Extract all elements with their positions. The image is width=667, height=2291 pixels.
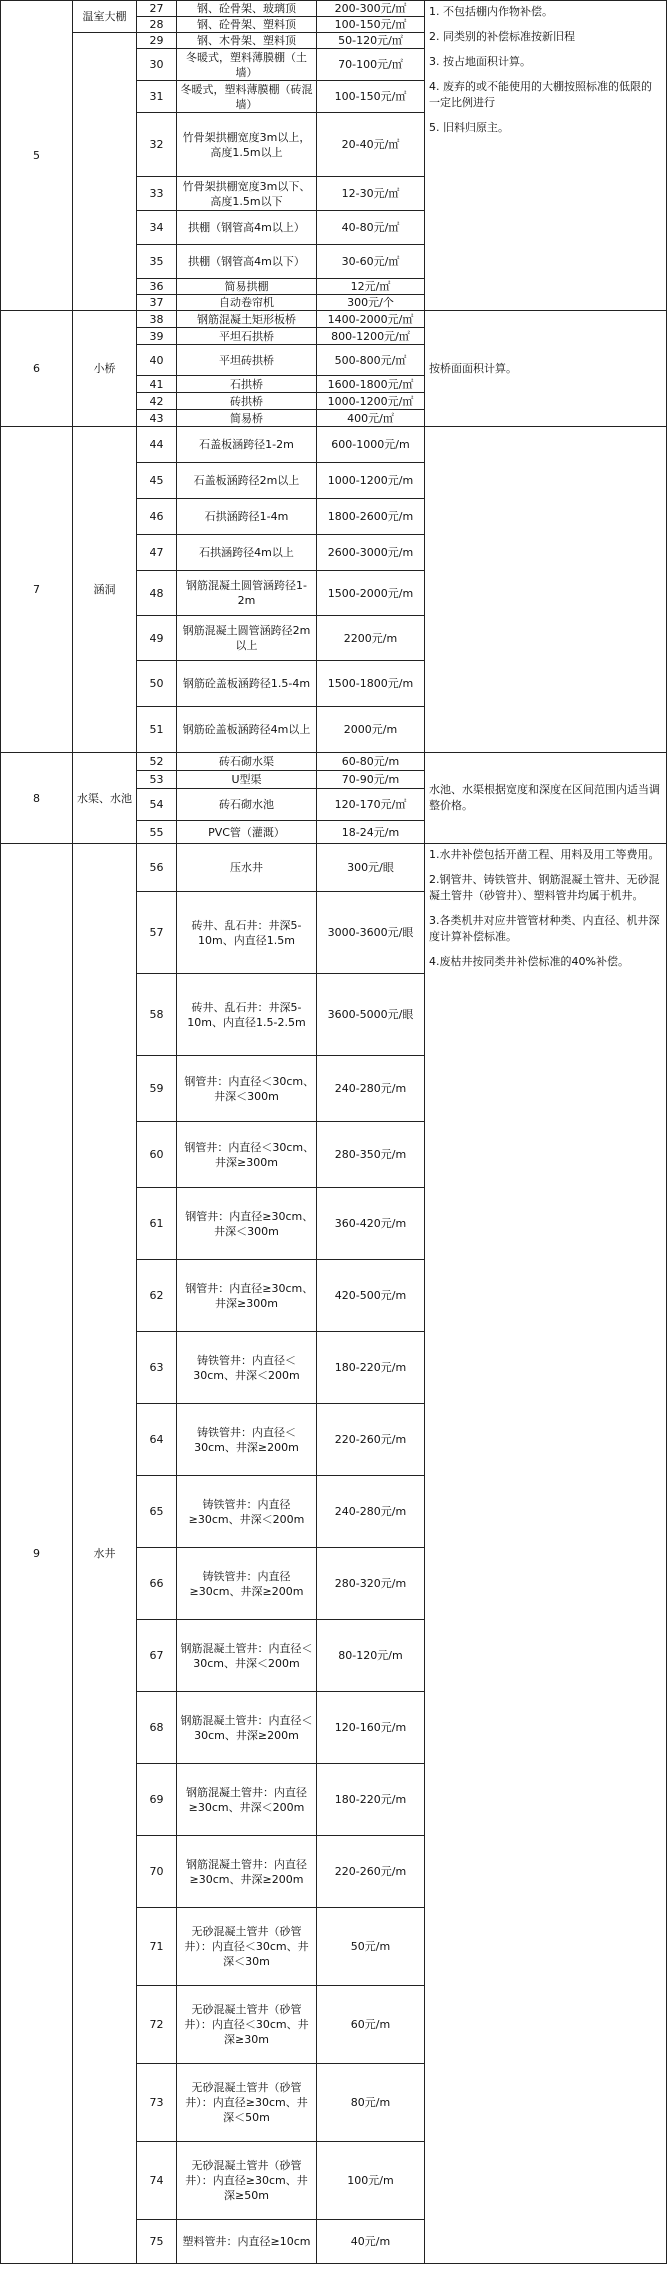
item-price: 20-40元/㎡	[317, 113, 425, 177]
item-price: 420-500元/m	[317, 1260, 425, 1332]
item-name: 拱棚（钢管高4m以下）	[177, 245, 317, 279]
item-name: 竹骨架拱棚宽度3m以下、高度1.5m以下	[177, 177, 317, 211]
item-price: 100-150元/㎡	[317, 17, 425, 33]
item-price: 1000-1200元/m	[317, 463, 425, 499]
item-no: 31	[137, 81, 177, 113]
notes-cell	[425, 311, 667, 427]
item-name: U型渠	[177, 771, 317, 789]
item-name: 钢筋混凝土管井：内直径≥30cm、井深＜200m	[177, 1764, 317, 1836]
item-name: 石盖板涵跨径1-2m	[177, 427, 317, 463]
item-no: 64	[137, 1404, 177, 1476]
item-no: 34	[137, 211, 177, 245]
item-price: 2600-3000元/m	[317, 535, 425, 571]
item-name: 铸铁管井：内直径＜30cm、井深≥200m	[177, 1404, 317, 1476]
item-no: 48	[137, 571, 177, 616]
seq-cell: 6	[1, 311, 73, 427]
item-price: 12-30元/㎡	[317, 177, 425, 211]
item-name: 钢筋混凝土管井：内直径≥30cm、井深≥200m	[177, 1836, 317, 1908]
item-no: 67	[137, 1620, 177, 1692]
item-price: 2200元/m	[317, 616, 425, 661]
item-price: 70-90元/m	[317, 771, 425, 789]
item-no: 47	[137, 535, 177, 571]
item-price: 280-320元/m	[317, 1548, 425, 1620]
seq-cell: 9	[1, 844, 73, 2264]
item-price: 220-260元/m	[317, 1836, 425, 1908]
item-no: 37	[137, 295, 177, 311]
item-no: 59	[137, 1056, 177, 1122]
item-name: 铸铁管井：内直径≥30cm、井深＜200m	[177, 1476, 317, 1548]
item-no: 68	[137, 1692, 177, 1764]
item-price: 100-150元/㎡	[317, 81, 425, 113]
item-name: 平坦石拱桥	[177, 328, 317, 345]
item-no: 70	[137, 1836, 177, 1908]
item-no: 28	[137, 17, 177, 33]
item-name: 钢筋混凝土管井：内直径＜30cm、井深＜200m	[177, 1620, 317, 1692]
item-no: 71	[137, 1908, 177, 1986]
item-no: 32	[137, 113, 177, 177]
item-price: 12元/㎡	[317, 279, 425, 295]
item-price: 50-120元/㎡	[317, 33, 425, 49]
seq-cell: 8	[1, 753, 73, 844]
item-price: 60-80元/m	[317, 753, 425, 771]
item-price: 1600-1800元/㎡	[317, 376, 425, 393]
item-price: 40-80元/㎡	[317, 211, 425, 245]
note-line: 3.各类机井对应井管管材种类、内直径、机井深度计算补偿标准。	[429, 914, 660, 943]
item-price: 60元/m	[317, 1986, 425, 2064]
item-price: 50元/m	[317, 1908, 425, 1986]
item-no: 33	[137, 177, 177, 211]
item-name: 钢、砼骨架、玻璃顶	[177, 1, 317, 17]
item-no: 56	[137, 844, 177, 892]
item-no: 44	[137, 427, 177, 463]
item-name: 拱棚（钢管高4m以上）	[177, 211, 317, 245]
item-price: 40元/m	[317, 2220, 425, 2264]
item-name: 钢管井：内直径≥30cm、 井深＜300m	[177, 1188, 317, 1260]
item-no: 46	[137, 499, 177, 535]
item-no: 30	[137, 49, 177, 81]
item-name: 自动卷帘机	[177, 295, 317, 311]
item-price: 80-120元/m	[317, 1620, 425, 1692]
item-name: 石拱涵跨径1-4m	[177, 499, 317, 535]
item-price: 500-800元/㎡	[317, 345, 425, 376]
item-price: 3600-5000元/眼	[317, 974, 425, 1056]
item-name: 简易拱棚	[177, 279, 317, 295]
item-price: 30-60元/㎡	[317, 245, 425, 279]
item-no: 36	[137, 279, 177, 295]
item-no: 58	[137, 974, 177, 1056]
item-name: 无砂混凝土管井（砂管井）：内直径＜30cm、井深≥30m	[177, 1986, 317, 2064]
item-name: 压水井	[177, 844, 317, 892]
item-no: 66	[137, 1548, 177, 1620]
item-no: 73	[137, 2064, 177, 2142]
item-no: 43	[137, 410, 177, 427]
category-cell: 水井	[73, 844, 137, 2264]
item-price: 280-350元/m	[317, 1122, 425, 1188]
item-name: 平坦砖拱桥	[177, 345, 317, 376]
seq-cell: 7	[1, 427, 73, 753]
item-name: 钢管井：内直径≥30cm、 井深≥300m	[177, 1260, 317, 1332]
note-line: 5. 旧料归原主。	[429, 121, 509, 134]
item-price: 300元/眼	[317, 844, 425, 892]
item-name: 砖井、乱石井：井深5-10m、内直径1.5-2.5m	[177, 974, 317, 1056]
item-name: 冬暖式，塑料薄膜棚（土墙）	[177, 49, 317, 81]
item-name: 无砂混凝土管井（砂管井）：内直径＜30cm、井深＜30m	[177, 1908, 317, 1986]
item-name: 塑料管井：内直径≥10cm	[177, 2220, 317, 2264]
category-cell: 涵洞	[73, 427, 137, 753]
item-name: 石拱桥	[177, 376, 317, 393]
item-no: 65	[137, 1476, 177, 1548]
item-no: 63	[137, 1332, 177, 1404]
item-name: 钢筋混凝土圆管涵跨径1-2m	[177, 571, 317, 616]
item-price: 80元/m	[317, 2064, 425, 2142]
item-name: 砖井、乱石井：井深5-10m、内直径1.5m	[177, 892, 317, 974]
item-no: 62	[137, 1260, 177, 1332]
item-name: 钢管井：内直径＜30cm、 井深＜300m	[177, 1056, 317, 1122]
item-name: 冬暖式，塑料薄膜棚（砖混墙）	[177, 81, 317, 113]
item-price: 220-260元/m	[317, 1404, 425, 1476]
item-name: 石拱涵跨径4m以上	[177, 535, 317, 571]
item-no: 50	[137, 661, 177, 707]
item-name: 铸铁管井：内直径＜30cm、井深＜200m	[177, 1332, 317, 1404]
item-price: 240-280元/m	[317, 1476, 425, 1548]
item-no: 75	[137, 2220, 177, 2264]
note-line: 3. 按占地面积计算。	[429, 55, 531, 68]
category-cell: 水渠、水池	[73, 753, 137, 844]
item-name: 砖拱桥	[177, 393, 317, 410]
item-price: 360-420元/m	[317, 1188, 425, 1260]
item-no: 39	[137, 328, 177, 345]
category-cell: 小桥	[73, 311, 137, 427]
item-price: 180-220元/m	[317, 1332, 425, 1404]
item-name: 钢管井：内直径＜30cm、 井深≥300m	[177, 1122, 317, 1188]
item-no: 49	[137, 616, 177, 661]
item-name: 无砂混凝土管井（砂管井）：内直径≥30cm、井深≥50m	[177, 2142, 317, 2220]
item-name: 砖石砌水池	[177, 789, 317, 821]
item-name: 无砂混凝土管井（砂管井）：内直径≥30cm、井深＜50m	[177, 2064, 317, 2142]
item-name: 铸铁管井：内直径≥30cm、井深≥200m	[177, 1548, 317, 1620]
item-no: 55	[137, 821, 177, 844]
item-no: 35	[137, 245, 177, 279]
item-name: 钢筋混凝土圆管涵跨径2m以上	[177, 616, 317, 661]
item-no: 38	[137, 311, 177, 328]
item-no: 29	[137, 33, 177, 49]
item-price: 3000-3600元/眼	[317, 892, 425, 974]
item-price: 300元/个	[317, 295, 425, 311]
seq-cell: 5	[1, 1, 73, 311]
item-no: 45	[137, 463, 177, 499]
item-name: 砖石砌水渠	[177, 753, 317, 771]
item-name: 钢、木骨架、塑料顶	[177, 33, 317, 49]
item-price: 1500-2000元/m	[317, 571, 425, 616]
note-line: 1.水井补偿包括开凿工程、用料及用工等费用。	[429, 848, 660, 861]
note-line: 2. 同类别的补偿标准按新旧程	[429, 30, 575, 43]
note-line: 2.钢管井、铸铁管井、钢筋混凝土管井、无砂混凝土管井（砂管井）、塑料管井均属于机井。	[429, 873, 660, 902]
item-price: 1400-2000元/㎡	[317, 311, 425, 328]
note-line: 按桥面面积计算。	[429, 361, 517, 375]
item-price: 180-220元/m	[317, 1764, 425, 1836]
item-no: 27	[137, 1, 177, 17]
item-price: 100元/m	[317, 2142, 425, 2220]
item-price: 400元/㎡	[317, 410, 425, 427]
item-price: 1000-1200元/㎡	[317, 393, 425, 410]
item-no: 52	[137, 753, 177, 771]
category-cell: 温室大棚	[73, 1, 137, 33]
item-no: 42	[137, 393, 177, 410]
item-price: 800-1200元/㎡	[317, 328, 425, 345]
item-no: 41	[137, 376, 177, 393]
notes-cell	[425, 1, 667, 311]
note-line: 4.废枯井按同类井补偿标准的40%补偿。	[429, 955, 629, 968]
item-name: 钢筋混凝土管井：内直径＜30cm、井深≥200m	[177, 1692, 317, 1764]
item-no: 61	[137, 1188, 177, 1260]
item-no: 40	[137, 345, 177, 376]
item-name: 简易桥	[177, 410, 317, 427]
item-price: 1800-2600元/m	[317, 499, 425, 535]
notes-cell	[425, 427, 667, 753]
item-no: 53	[137, 771, 177, 789]
item-name: 钢筋砼盖板涵跨径1.5-4m	[177, 661, 317, 707]
item-price: 200-300元/㎡	[317, 1, 425, 17]
item-name: 钢筋砼盖板涵跨径4m以上	[177, 707, 317, 753]
item-no: 72	[137, 1986, 177, 2064]
item-name: PVC管（灌溉）	[177, 821, 317, 844]
note-line: 4. 废弃的或不能使用的大棚按照标准的低限的一定比例进行	[429, 80, 652, 109]
notes-cell	[425, 753, 667, 844]
note-line: 1. 不包括棚内作物补偿。	[429, 5, 553, 18]
item-price: 600-1000元/m	[317, 427, 425, 463]
item-no: 69	[137, 1764, 177, 1836]
item-price: 18-24元/m	[317, 821, 425, 844]
category-cell-cont	[73, 33, 137, 311]
item-name: 钢、砼骨架、塑料顶	[177, 17, 317, 33]
item-no: 51	[137, 707, 177, 753]
item-price: 2000元/m	[317, 707, 425, 753]
note-line: 水池、水渠根据宽度和深度在区间范围内适当调整价格。	[429, 783, 660, 812]
item-no: 60	[137, 1122, 177, 1188]
item-name: 钢筋混凝土矩形板桥	[177, 311, 317, 328]
item-price: 1500-1800元/m	[317, 661, 425, 707]
item-price: 120-160元/m	[317, 1692, 425, 1764]
item-price: 240-280元/m	[317, 1056, 425, 1122]
item-no: 57	[137, 892, 177, 974]
item-no: 74	[137, 2142, 177, 2220]
item-price: 120-170元/㎡	[317, 789, 425, 821]
notes-cell	[425, 844, 667, 2264]
item-name: 竹骨架拱棚宽度3m以上，高度1.5m以上	[177, 113, 317, 177]
item-no: 54	[137, 789, 177, 821]
item-price: 70-100元/㎡	[317, 49, 425, 81]
item-name: 石盖板涵跨径2m以上	[177, 463, 317, 499]
